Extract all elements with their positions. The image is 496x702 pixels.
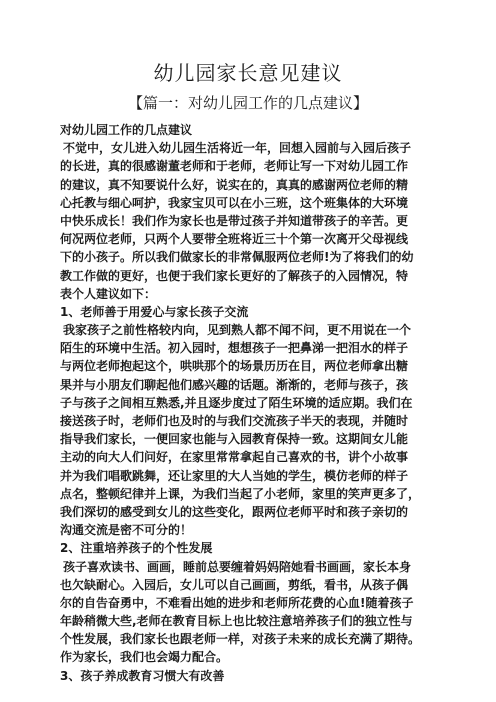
paragraph-line: 指导我们家长，一便回家也能与入园教育保持一致。这期间女儿能 <box>60 432 409 447</box>
document-title: 幼儿园家长意见建议 <box>153 61 343 85</box>
paragraph-line: 中快乐成长！我们作为家长也是带过孩子并知道带孩子的辛苦。更 <box>60 213 409 228</box>
paragraph-line: 并为我们唱歌跳舞，还让家里的大人当她的学生，模仿老师的样子 <box>60 468 409 483</box>
section-heading: 2、注重培养孩子的个性发展 <box>60 541 213 556</box>
paragraph-line: 年龄稍微大些,老师在教育目标上也比较注意培养孩子们的独立性与 <box>60 614 413 629</box>
section-heading: 对幼儿园工作的几点建议 <box>60 123 193 137</box>
paragraph-line: 也欠缺耐心。入园后，女儿可以自己画画，剪纸，看书，从孩子偶 <box>60 577 409 592</box>
paragraph-line: 我们深切的感受到女儿的这些变化，跟两位老师平时和孩子亲切的 <box>60 504 409 519</box>
paragraph-line: 何况两位老师，只两个人要带全班将近三十个第一次离开父母视线 <box>60 232 409 247</box>
paragraph-line: 子与孩子之间相互熟悉,并且逐步度过了陌生环境的适应期。我们在 <box>60 395 413 410</box>
paragraph-line: 表个人建议如下： <box>60 286 157 301</box>
paragraph-line: 孩子喜欢读书、画画，睡前总要缠着妈妈陪她看书画画，家长本身 <box>63 559 412 574</box>
paragraph-line: 尔的自告奋勇中，不难看出她的进步和老师所花费的心血!随着孩子 <box>60 595 414 610</box>
section-heading: 3、孩子养成教育习惯大有改善 <box>60 668 225 683</box>
paragraph-line: 的建议，真不知要说什么好，说实在的，真真的感谢两位老师的精 <box>60 177 409 192</box>
document-body <box>60 121 450 685</box>
paragraph-line: 主动的向大人们问好，在家里常常拿起自己喜欢的书，讲个小故事 <box>60 450 409 465</box>
paragraph-line: 心托教与细心呵护，我家宝贝可以在小三班，这个班集体的大环境 <box>60 195 409 210</box>
paragraph-line: 沟通交流是密不可分的！ <box>60 523 193 538</box>
paragraph-line: 的长进，真的很感谢董老师和于老师，老师让写一下对幼儿园工作 <box>60 159 409 174</box>
paragraph-line: 我家孩子之前性格较内向，见到熟人都不闻不问，更不用说在一个 <box>63 323 412 338</box>
section-heading: 1、老师善于用爱心与家长孩子交流 <box>60 304 249 319</box>
paragraph-line: 作为家长，我们也会竭力配合。 <box>60 650 229 665</box>
paragraph-line: 个性发展，我们家长也跟老师一样，对孩子未来的成长充满了期待。 <box>60 632 421 647</box>
paragraph-line: 果并与小朋友们聊起他们感兴趣的话题。渐渐的，老师与孩子，孩 <box>60 377 409 392</box>
paragraph-line: 不觉中，女儿进入幼儿园生活将近一年，回想入园前与入园后孩子 <box>63 141 412 156</box>
paragraph-line: 点名，整顿纪律并上课，为我们当起了小老师，家里的笑声更多了， <box>60 486 421 501</box>
document-subtitle: 【篇一：对幼儿园工作的几点建议】 <box>127 94 368 112</box>
paragraph-line: 与两位老师抱起这个，哄哄那个的场景历历在目，两位老师拿出糖 <box>60 359 409 374</box>
paragraph-line: 教工作做的更好，也便于我们家长更好的了解孩子的入园情况，特 <box>60 268 409 283</box>
paragraph-line: 接送孩子时，老师们也及时的与我们交流孩子半天的表现，并随时 <box>60 414 409 428</box>
paragraph-line: 陌生的环境中生活。初入园时，想想孩子一把鼻涕一把泪水的样子 <box>60 341 409 356</box>
paragraph-line: 下的小孩子。所以我们做家长的非常佩服两位老师!为了将我们的幼 <box>60 250 414 265</box>
